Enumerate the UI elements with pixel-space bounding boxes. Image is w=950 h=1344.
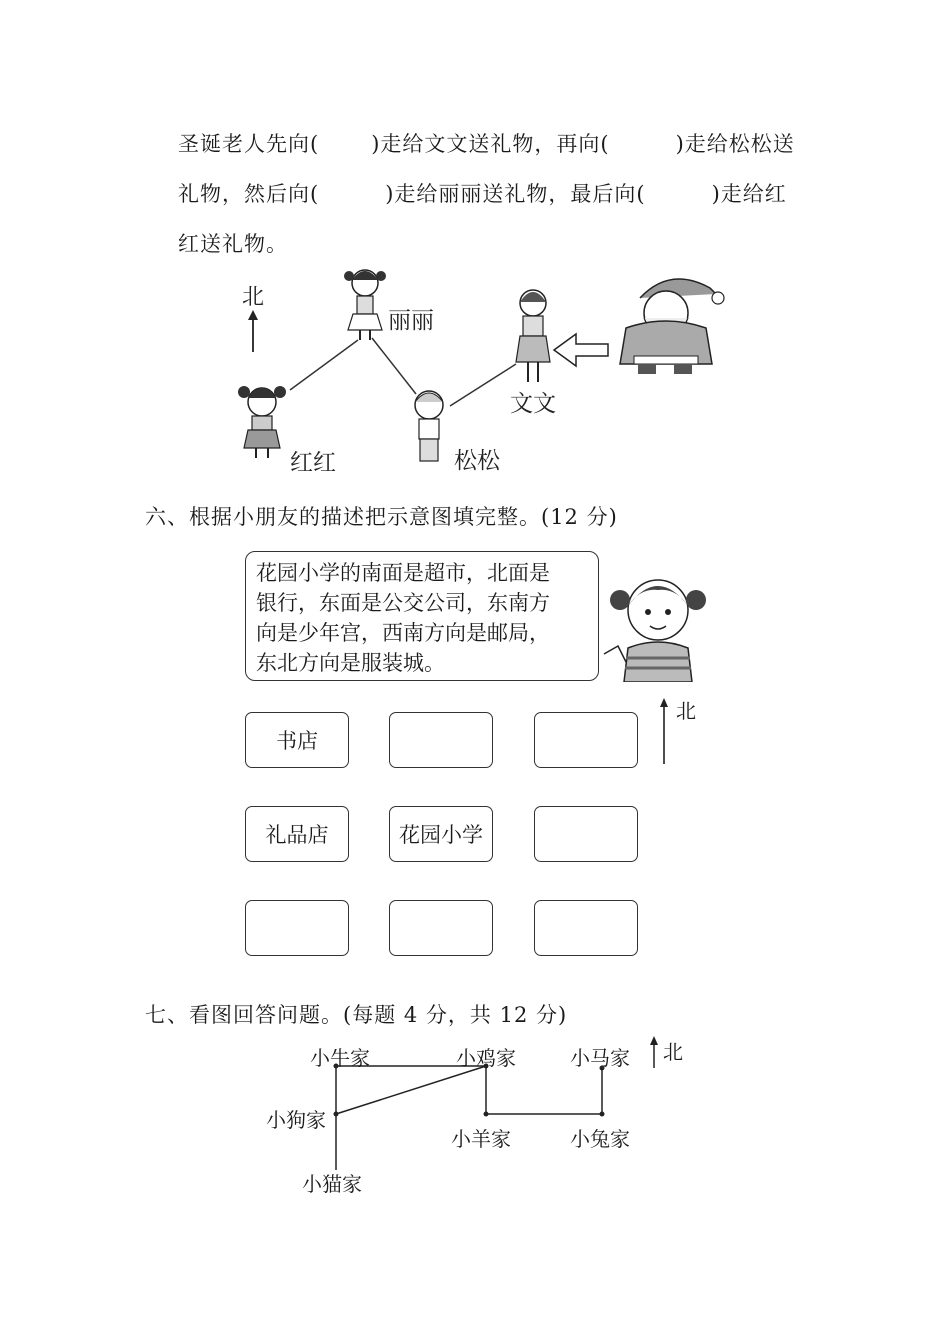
place-gou: 小狗家 (266, 1108, 326, 1132)
q7-north-label: 北 (663, 1040, 683, 1064)
path-songsong-wenwen (450, 364, 516, 406)
girl-speaker-icon (596, 566, 708, 682)
songsong-figure-icon (415, 391, 443, 461)
q7-title: 七、看图回答问题。(每题 4 分，共 12 分) (145, 1003, 568, 1027)
q5-line-1: 圣诞老人先向( )走给文文送礼物，再向( )走给松松送 (178, 132, 795, 156)
santa-claus-icon (620, 279, 724, 374)
grid-box-southeast[interactable] (534, 900, 638, 956)
place-yang: 小羊家 (451, 1127, 511, 1151)
lili-label: 丽丽 (388, 308, 434, 334)
place-ma: 小马家 (570, 1046, 630, 1070)
bubble-line: 花园小学的南面是超市，北面是 (256, 561, 550, 585)
wenwen-figure-icon (516, 290, 550, 382)
honghong-figure-icon (238, 386, 286, 458)
grid-box-south[interactable] (389, 900, 493, 956)
path-lili-songsong (372, 338, 416, 394)
grid-box-northeast[interactable] (534, 712, 638, 768)
north-label: 北 (242, 285, 265, 310)
place-mao: 小猫家 (302, 1172, 362, 1196)
songsong-label: 松松 (454, 448, 500, 474)
place-niu: 小牛家 (310, 1046, 370, 1070)
bubble-line: 向是少年宫，西南方向是邮局， (256, 621, 550, 645)
bubble-line: 银行，东面是公交公司，东南方 (256, 591, 550, 615)
place-ji: 小鸡家 (456, 1046, 516, 1070)
q5-map (220, 258, 740, 488)
wenwen-label: 文文 (510, 391, 556, 417)
bubble-line: 东北方向是服装城。 (256, 651, 445, 675)
q6-title: 六、根据小朋友的描述把示意图填完整。(12 分) (145, 505, 618, 529)
q5-line-2: 礼物，然后向( )走给丽丽送礼物，最后向( )走给红 (178, 182, 787, 206)
grid-box-northwest: 书店 (245, 712, 349, 768)
grid-box-east[interactable] (534, 806, 638, 862)
q5-line-3: 红送礼物。 (178, 232, 288, 256)
grid-box-west: 礼品店 (245, 806, 349, 862)
honghong-label: 红红 (290, 450, 336, 476)
grid-box-north[interactable] (389, 712, 493, 768)
grid-box-southwest[interactable] (245, 900, 349, 956)
lili-figure-icon (344, 270, 386, 340)
grid-box-center: 花园小学 (389, 806, 493, 862)
q6-north-label: 北 (676, 699, 696, 723)
place-tu: 小兔家 (570, 1127, 630, 1151)
west-arrow-icon (554, 334, 608, 366)
path-honghong-lili (290, 340, 358, 390)
speech-bubble (245, 551, 599, 681)
